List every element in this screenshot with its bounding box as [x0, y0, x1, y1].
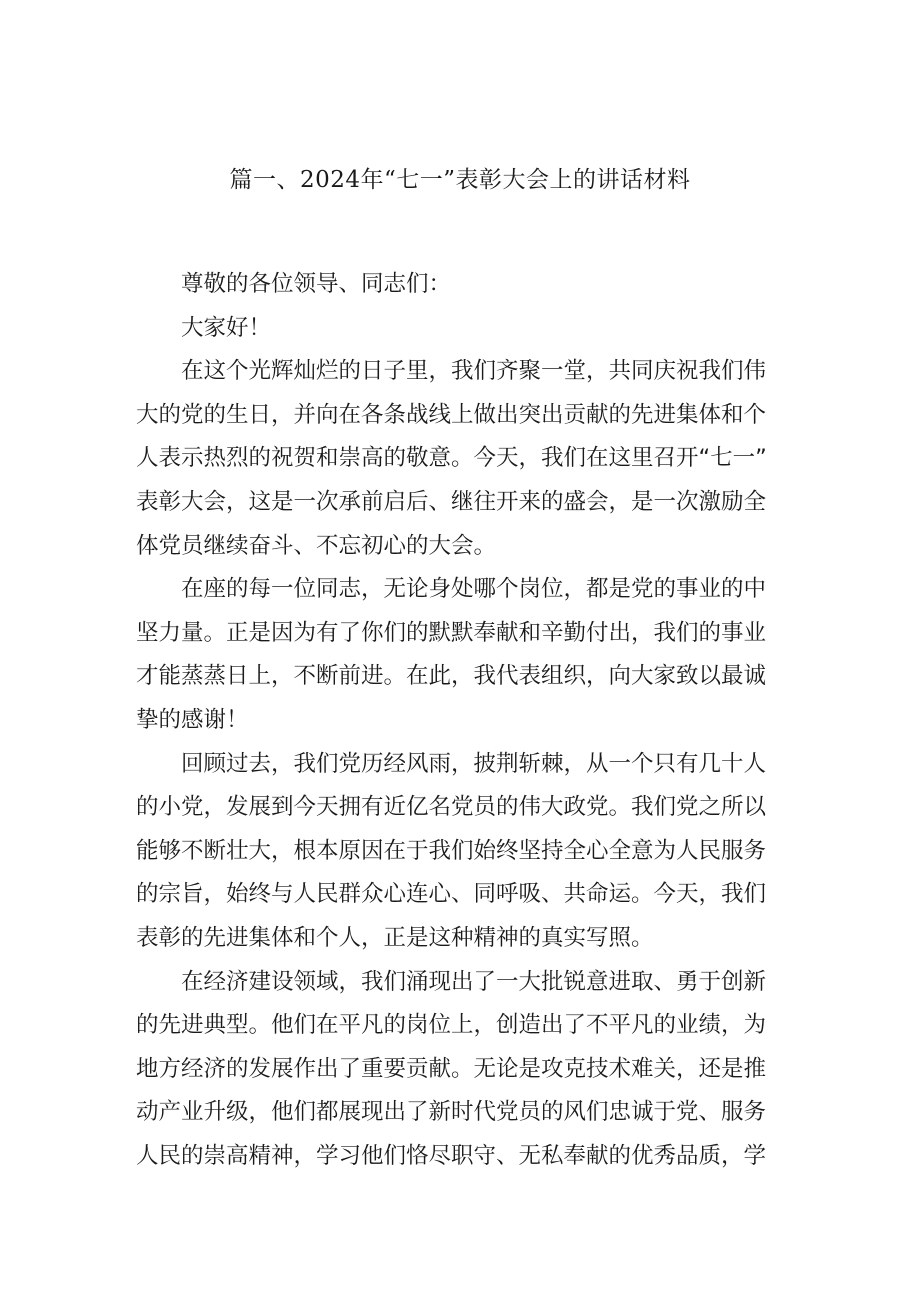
text-line: 挚的感谢！ [136, 706, 249, 733]
text-line: 回顾过去，我们党历经风雨，披荆斩棘，从一个只有几十人 [181, 750, 767, 777]
document-body [136, 263, 791, 1178]
text-line: 尊敬的各位领导、同志们： [181, 271, 452, 297]
text-line: 的小党，发展到今天拥有近亿名党员的伟大政党。我们党之所以 [136, 794, 767, 821]
text-line: 表彰大会，这是一次承前启后、继往开来的盛会，是一次激励全 [136, 488, 767, 515]
text-line: 才能蒸蒸日上，不断前进。在此，我代表组织，向大家致以最诚 [136, 663, 767, 690]
text-line: 在座的每一位同志，无论身处哪个岗位，都是党的事业的中 [181, 576, 767, 603]
text-line: 表彰的先进集体和个人，正是这种精神的真实写照。 [136, 924, 654, 951]
text-line: 在这个光辉灿烂的日子里，我们齐聚一堂，共同庆祝我们伟 [181, 358, 767, 385]
text-line: 体党员继续奋斗、不忘初心的大会。 [136, 532, 497, 559]
document-title: 篇一、2024年“七一”表彰大会上的讲话材料 [229, 167, 691, 193]
text-line: 大的党的生日，并向在各条战线上做出突出贡献的先进集体和个 [136, 401, 767, 428]
text-line: 动产业升级，他们都展现出了新时代党员的风们忠诚于党、服务 [136, 1099, 767, 1126]
text-line: 人表示热烈的祝贺和崇高的敬意。今天，我们在这里召开“七一” [136, 445, 767, 472]
text-line: 的宗旨，始终与人民群众心连心、同呼吸、共命运。今天，我们 [136, 881, 767, 908]
text-line: 人民的崇高精神，学习他们恪尽职守、无私奉献的优秀品质，学 [136, 1142, 767, 1169]
text-line: 能够不断壮大，根本原因在于我们始终坚持全心全意为人民服务 [136, 837, 767, 864]
text-line: 大家好！ [181, 314, 272, 341]
text-line: 地方经济的发展作出了重要贡献。无论是攻克技术难关，还是推 [136, 1055, 767, 1082]
text-line: 的先进典型。他们在平凡的岗位上，创造出了不平凡的业绩，为 [136, 1012, 767, 1039]
text-line: 在经济建设领域，我们涌现出了一大批锐意进取、勇于创新 [181, 968, 767, 995]
text-line: 坚力量。正是因为有了你们的默默奉献和辛勤付出，我们的事业 [136, 619, 767, 646]
